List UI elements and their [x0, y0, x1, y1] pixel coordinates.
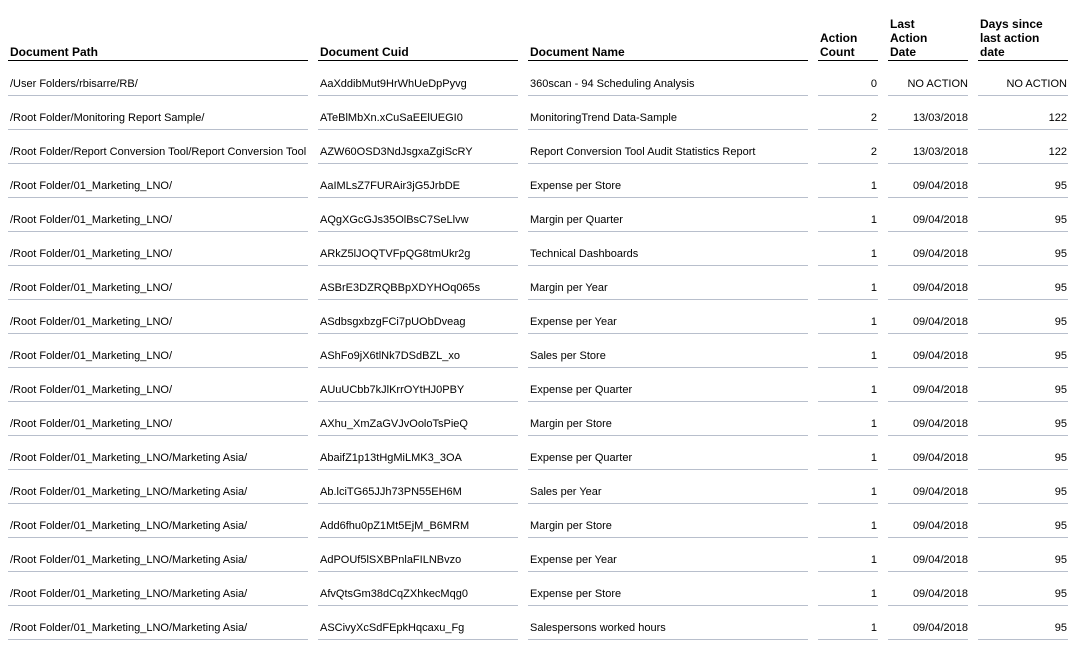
cell-underline	[818, 95, 878, 96]
cell-document-cuid: AbaifZ1p13tHgMiLMK3_3OA	[320, 452, 462, 464]
cell-underline	[888, 299, 968, 300]
cell-underline	[818, 537, 878, 538]
cell-action-count: 2	[870, 112, 877, 124]
cell-underline	[528, 537, 808, 538]
cell-document-path: /Root Folder/Monitoring Report Sample/	[10, 112, 205, 124]
cell-days-since: 95	[1054, 486, 1067, 498]
cell-action-count: 1	[870, 418, 877, 430]
cell-document-name: Sales per Year	[530, 486, 602, 498]
cell-underline	[888, 503, 968, 504]
cell-document-name: 360scan - 94 Scheduling Analysis	[530, 78, 695, 90]
cell-last-action-date: 09/04/2018	[912, 554, 968, 566]
cell-document-cuid: AQgXGcGJs35OlBsC7SeLlvw	[320, 214, 469, 226]
cell-action-count: 1	[870, 622, 877, 634]
header-action-count-line1: Action	[820, 31, 858, 45]
cell-document-name: Expense per Year	[530, 554, 617, 566]
cell-underline	[818, 435, 878, 436]
cell-underline	[528, 197, 808, 198]
header-rule-name	[528, 60, 808, 61]
cell-underline	[978, 401, 1068, 402]
cell-days-since: 95	[1054, 418, 1067, 430]
cell-action-count: 1	[870, 384, 877, 396]
header-rule-date	[888, 60, 968, 61]
cell-underline	[818, 605, 878, 606]
cell-underline	[978, 503, 1068, 504]
cell-action-count: 1	[870, 214, 877, 226]
cell-underline	[978, 231, 1068, 232]
table-row	[0, 408, 1075, 442]
cell-underline	[978, 333, 1068, 334]
cell-underline	[528, 95, 808, 96]
cell-underline	[818, 231, 878, 232]
cell-underline	[528, 469, 808, 470]
cell-last-action-date: 09/04/2018	[912, 622, 968, 634]
cell-last-action-date: 09/04/2018	[912, 452, 968, 464]
cell-underline	[888, 537, 968, 538]
cell-days-since: 95	[1054, 588, 1067, 600]
cell-document-name: Margin per Store	[530, 418, 612, 430]
cell-underline	[8, 265, 308, 266]
cell-days-since: 122	[1048, 112, 1067, 124]
cell-underline	[8, 95, 308, 96]
cell-document-name: MonitoringTrend Data-Sample	[530, 112, 677, 124]
cell-underline	[528, 605, 808, 606]
cell-underline	[818, 265, 878, 266]
cell-document-name: Report Conversion Tool Audit Statistics Report	[530, 146, 756, 158]
cell-action-count: 1	[870, 350, 877, 362]
cell-underline	[888, 605, 968, 606]
table-row	[0, 170, 1075, 204]
cell-underline	[528, 571, 808, 572]
header-action-count	[820, 31, 857, 59]
header-last-action-date-line3: Date	[890, 45, 917, 59]
header-last-action-date-line1: Last	[890, 17, 915, 31]
cell-action-count: 1	[870, 282, 877, 294]
cell-underline	[8, 537, 308, 538]
cell-underline	[8, 605, 308, 606]
header-rule-path	[8, 60, 308, 61]
cell-document-path: /Root Folder/01_Marketing_LNO/Marketing Asia/	[10, 622, 248, 634]
cell-underline	[528, 163, 808, 164]
cell-underline	[318, 401, 518, 402]
header-days-since-line2: last action	[980, 31, 1040, 45]
cell-underline	[8, 571, 308, 572]
cell-underline	[8, 197, 308, 198]
cell-document-path: /Root Folder/01_Marketing_LNO/Marketing Asia/	[10, 588, 248, 600]
cell-underline	[8, 163, 308, 164]
cell-days-since: 95	[1054, 180, 1067, 192]
header-rule-cuid	[318, 60, 518, 61]
cell-last-action-date: 13/03/2018	[912, 146, 968, 158]
cell-underline	[888, 197, 968, 198]
table-row	[0, 510, 1075, 544]
cell-underline	[978, 197, 1068, 198]
cell-action-count: 1	[870, 452, 877, 464]
cell-action-count: 0	[870, 78, 877, 90]
cell-underline	[318, 639, 518, 640]
cell-days-since: 95	[1054, 248, 1067, 260]
table-row	[0, 238, 1075, 272]
cell-underline	[978, 367, 1068, 368]
cell-days-since: NO ACTION	[1006, 78, 1067, 90]
header-days-since-line3: date	[980, 45, 1005, 59]
cell-document-name: Expense per Quarter	[530, 452, 633, 464]
cell-underline	[888, 367, 968, 368]
cell-underline	[818, 163, 878, 164]
cell-action-count: 1	[870, 554, 877, 566]
cell-document-path: /Root Folder/01_Marketing_LNO/	[10, 384, 173, 396]
cell-action-count: 1	[870, 248, 877, 260]
cell-underline	[528, 401, 808, 402]
cell-document-path: /Root Folder/01_Marketing_LNO/	[10, 214, 173, 226]
cell-underline	[528, 639, 808, 640]
table-row	[0, 136, 1075, 170]
table-row	[0, 612, 1075, 646]
cell-document-name: Margin per Quarter	[530, 214, 623, 226]
cell-underline	[888, 639, 968, 640]
cell-action-count: 1	[870, 588, 877, 600]
cell-last-action-date: 09/04/2018	[912, 316, 968, 328]
cell-underline	[818, 571, 878, 572]
table-row	[0, 204, 1075, 238]
header-document-cuid: Document Cuid	[320, 45, 409, 59]
cell-underline	[318, 367, 518, 368]
cell-document-cuid: AShFo9jX6tlNk7DSdBZL_xo	[320, 350, 461, 362]
cell-underline	[318, 265, 518, 266]
cell-underline	[318, 469, 518, 470]
cell-underline	[318, 537, 518, 538]
cell-underline	[318, 163, 518, 164]
cell-document-path: /Root Folder/01_Marketing_LNO/	[10, 282, 173, 294]
header-rule-days	[978, 60, 1068, 61]
header-rule-count	[818, 60, 878, 61]
cell-document-name: Sales per Store	[530, 350, 606, 362]
cell-underline	[888, 435, 968, 436]
cell-document-cuid: AaXddibMut9HrWhUeDpPyvg	[320, 78, 467, 90]
cell-days-since: 95	[1054, 214, 1067, 226]
cell-underline	[8, 231, 308, 232]
cell-document-path: /Root Folder/01_Marketing_LNO/	[10, 418, 173, 430]
cell-underline	[8, 299, 308, 300]
cell-document-path: /Root Folder/01_Marketing_LNO/	[10, 316, 173, 328]
cell-last-action-date: 09/04/2018	[912, 520, 968, 532]
cell-underline	[978, 537, 1068, 538]
cell-last-action-date: 09/04/2018	[912, 214, 968, 226]
cell-last-action-date: 09/04/2018	[912, 588, 968, 600]
cell-underline	[978, 605, 1068, 606]
cell-days-since: 122	[1048, 146, 1067, 158]
header-last-action-date-line2: Action	[890, 31, 928, 45]
cell-days-since: 95	[1054, 316, 1067, 328]
cell-underline	[888, 571, 968, 572]
cell-underline	[818, 197, 878, 198]
cell-last-action-date: 09/04/2018	[912, 180, 968, 192]
cell-document-name: Salespersons worked hours	[530, 622, 666, 634]
table-row	[0, 442, 1075, 476]
cell-document-cuid: AXhu_XmZaGVJvOoloTsPieQ	[320, 418, 468, 430]
cell-document-path: /Root Folder/01_Marketing_LNO/Marketing Asia/	[10, 452, 248, 464]
cell-underline	[8, 503, 308, 504]
table-row	[0, 476, 1075, 510]
cell-underline	[978, 435, 1068, 436]
cell-underline	[318, 231, 518, 232]
cell-underline	[528, 231, 808, 232]
header-action-count-line2: Count	[820, 45, 855, 59]
cell-last-action-date: 09/04/2018	[912, 486, 968, 498]
cell-last-action-date: 13/03/2018	[912, 112, 968, 124]
cell-document-cuid: ASCivyXcSdFEpkHqcaxu_Fg	[320, 622, 465, 634]
table-row	[0, 102, 1075, 136]
cell-document-cuid: Add6fhu0pZ1Mt5EjM_B6MRM	[320, 520, 470, 532]
cell-action-count: 2	[870, 146, 877, 158]
cell-document-name: Technical Dashboards	[530, 248, 639, 260]
cell-underline	[528, 367, 808, 368]
cell-document-cuid: ASdbsgxbzgFCi7pUObDveag	[320, 316, 466, 328]
cell-underline	[818, 469, 878, 470]
cell-underline	[818, 639, 878, 640]
cell-underline	[8, 639, 308, 640]
cell-document-path: /Root Folder/01_Marketing_LNO/	[10, 248, 173, 260]
cell-document-cuid: ASBrE3DZRQBBpXDYHOq065s	[320, 282, 481, 294]
table-row	[0, 374, 1075, 408]
cell-action-count: 1	[870, 520, 877, 532]
table-row	[0, 578, 1075, 612]
cell-days-since: 95	[1054, 350, 1067, 362]
cell-underline	[818, 401, 878, 402]
cell-document-cuid: AaIMLsZ7FURAir3jG5JrbDE	[320, 180, 460, 192]
table-row	[0, 340, 1075, 374]
cell-document-name: Expense per Store	[530, 180, 622, 192]
cell-underline	[888, 401, 968, 402]
cell-underline	[978, 639, 1068, 640]
header-days-since	[980, 17, 1043, 59]
cell-underline	[978, 571, 1068, 572]
cell-days-since: 95	[1054, 520, 1067, 532]
cell-document-name: Expense per Quarter	[530, 384, 633, 396]
cell-document-cuid: AZW60OSD3NdJsgxaZgiScRY	[320, 146, 473, 158]
cell-last-action-date: 09/04/2018	[912, 350, 968, 362]
cell-underline	[978, 95, 1068, 96]
cell-document-cuid: AUuUCbb7kJlKrrOYtHJ0PBY	[320, 384, 465, 396]
header-document-name: Document Name	[530, 45, 625, 59]
cell-underline	[318, 571, 518, 572]
cell-underline	[978, 265, 1068, 266]
header-document-path: Document Path	[10, 45, 99, 59]
cell-document-name: Margin per Year	[530, 282, 608, 294]
table-row	[0, 306, 1075, 340]
cell-document-cuid: ARkZ5lJOQTVFpQG8tmUkr2g	[320, 248, 471, 260]
cell-action-count: 1	[870, 316, 877, 328]
cell-underline	[318, 605, 518, 606]
cell-days-since: 95	[1054, 554, 1067, 566]
cell-document-path: /User Folders/rbisarre/RB/	[10, 78, 138, 90]
cell-document-cuid: AdPOUf5lSXBPnlaFILNBvzo	[320, 554, 462, 566]
table-row	[0, 272, 1075, 306]
cell-underline	[8, 333, 308, 334]
cell-underline	[318, 95, 518, 96]
cell-underline	[888, 163, 968, 164]
cell-document-cuid: AfvQtsGm38dCqZXhkecMqg0	[320, 588, 468, 600]
cell-last-action-date: 09/04/2018	[912, 282, 968, 294]
cell-underline	[528, 299, 808, 300]
cell-underline	[318, 129, 518, 130]
cell-underline	[8, 129, 308, 130]
cell-underline	[888, 333, 968, 334]
cell-days-since: 95	[1054, 622, 1067, 634]
cell-days-since: 95	[1054, 384, 1067, 396]
cell-underline	[528, 333, 808, 334]
cell-underline	[818, 333, 878, 334]
cell-action-count: 1	[870, 180, 877, 192]
cell-last-action-date: NO ACTION	[907, 78, 968, 90]
cell-document-name: Expense per Year	[530, 316, 617, 328]
header-last-action-date	[890, 17, 927, 59]
cell-underline	[888, 129, 968, 130]
cell-document-path: /Root Folder/01_Marketing_LNO/	[10, 180, 173, 192]
cell-underline	[8, 435, 308, 436]
cell-underline	[818, 129, 878, 130]
table-row	[0, 68, 1075, 102]
cell-last-action-date: 09/04/2018	[912, 248, 968, 260]
cell-underline	[8, 469, 308, 470]
cell-underline	[528, 435, 808, 436]
cell-underline	[528, 129, 808, 130]
cell-underline	[888, 469, 968, 470]
cell-underline	[318, 503, 518, 504]
cell-underline	[318, 197, 518, 198]
cell-document-cuid: ATeBlMbXn.xCuSaEElUEGI0	[320, 112, 463, 124]
cell-underline	[888, 231, 968, 232]
cell-document-path: /Root Folder/01_Marketing_LNO/Marketing Asia/	[10, 554, 248, 566]
cell-underline	[818, 299, 878, 300]
cell-days-since: 95	[1054, 282, 1067, 294]
cell-document-cuid: Ab.lciTG65JJh73PN55EH6M	[320, 486, 462, 498]
cell-underline	[528, 503, 808, 504]
header-days-since-line1: Days since	[980, 17, 1043, 31]
cell-underline	[318, 299, 518, 300]
cell-underline	[318, 435, 518, 436]
cell-days-since: 95	[1054, 452, 1067, 464]
cell-action-count: 1	[870, 486, 877, 498]
cell-last-action-date: 09/04/2018	[912, 418, 968, 430]
cell-document-name: Margin per Store	[530, 520, 612, 532]
cell-document-path: /Root Folder/Report Conversion Tool/Report Conversion Tool	[10, 146, 307, 158]
cell-underline	[888, 95, 968, 96]
table-row	[0, 544, 1075, 578]
cell-underline	[818, 503, 878, 504]
cell-underline	[8, 401, 308, 402]
cell-underline	[978, 129, 1068, 130]
cell-underline	[888, 265, 968, 266]
cell-document-path: /Root Folder/01_Marketing_LNO/Marketing Asia/	[10, 520, 248, 532]
cell-document-path: /Root Folder/01_Marketing_LNO/	[10, 350, 173, 362]
cell-document-path: /Root Folder/01_Marketing_LNO/Marketing Asia/	[10, 486, 248, 498]
cell-underline	[978, 469, 1068, 470]
cell-document-name: Expense per Store	[530, 588, 622, 600]
cell-underline	[8, 367, 308, 368]
cell-underline	[318, 333, 518, 334]
cell-underline	[528, 265, 808, 266]
cell-last-action-date: 09/04/2018	[912, 384, 968, 396]
cell-underline	[978, 299, 1068, 300]
cell-underline	[978, 163, 1068, 164]
cell-underline	[818, 367, 878, 368]
